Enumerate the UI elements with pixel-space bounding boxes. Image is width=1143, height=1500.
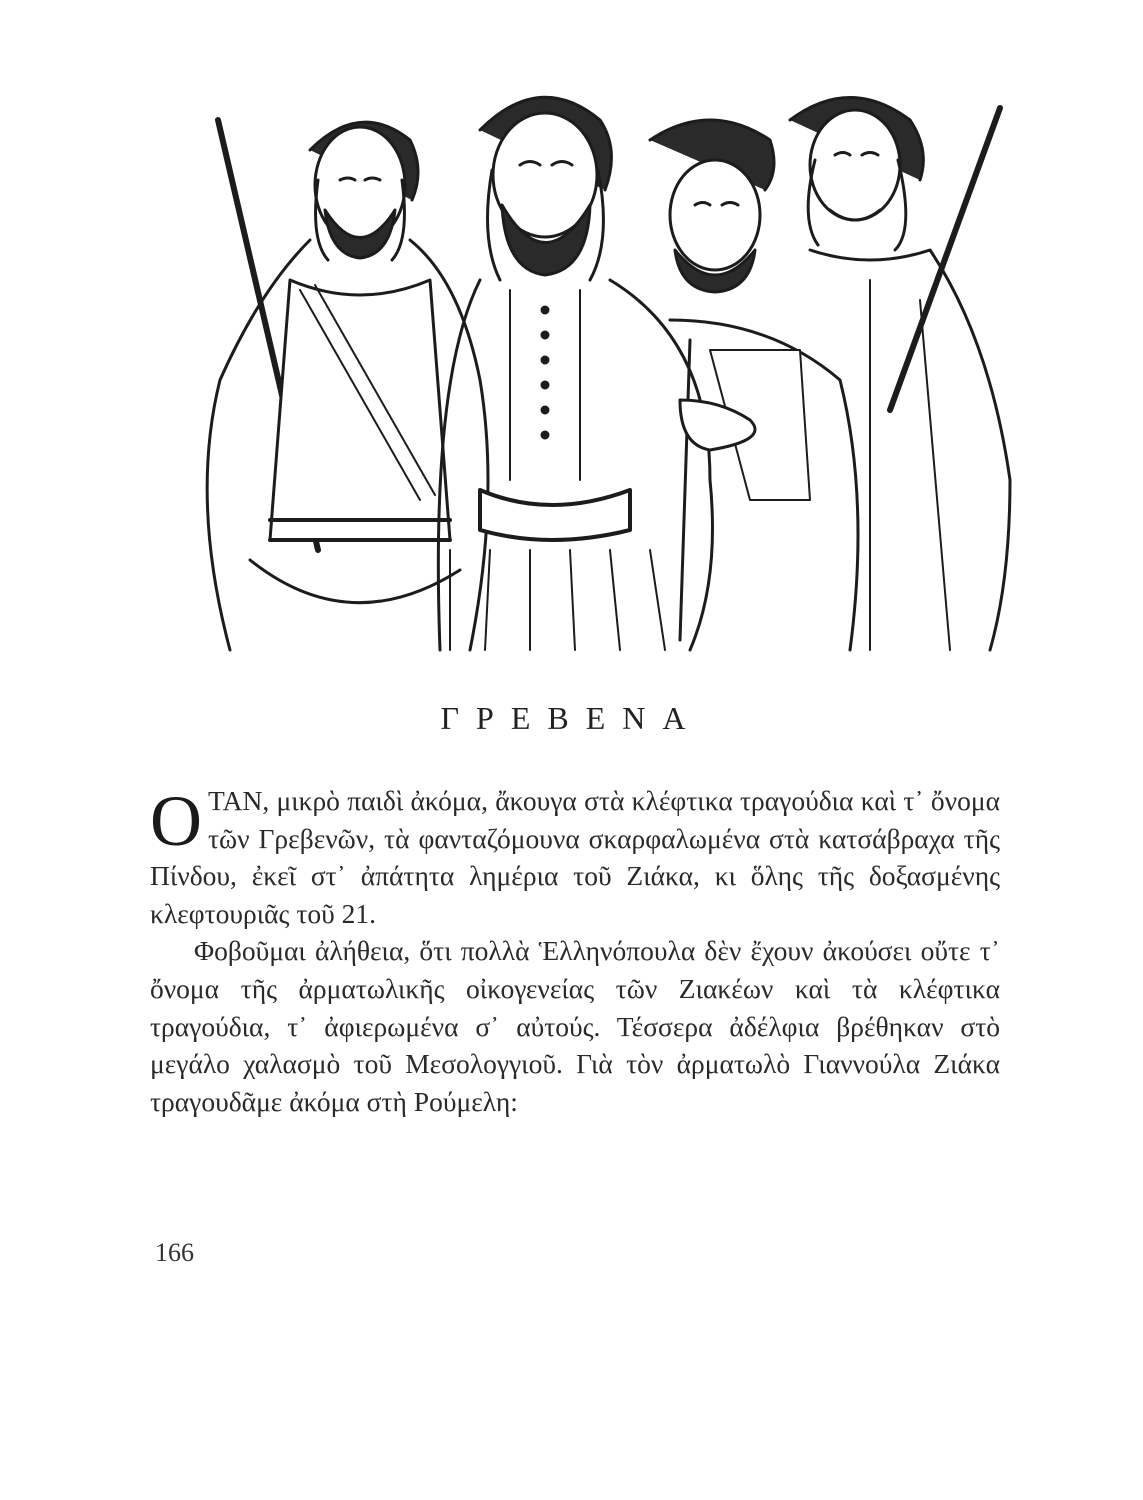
chapter-title: ΓΡΕΒΕΝΑ <box>440 700 703 736</box>
drop-cap: Ο <box>150 781 202 861</box>
body-text <box>150 782 1000 1120</box>
page-number: 166 <box>155 1238 194 1267</box>
four-klephts-woodcut-icon <box>150 80 1020 660</box>
klephts-illustration <box>150 80 1020 660</box>
paragraph-1-text: ΤΑΝ, μικρὸ παιδὶ ἀκόμα, ἄκουγα στὰ κλέφτικα τραγούδια καὶ τ᾿ ὄνομα τῶν Γρεβενῶν, τὰ φανταζόμουνα σκαρφαλωμένα στὰ κατσάβραχα τῆς Πίνδου, ἐκεῖ στ᾿ ἀπάτητα λημέρια τοῦ Ζιάκα, κι ὅλης τῆς δοξασμένης κλεφτουριᾶς τοῦ 21. <box>150 785 1000 929</box>
paragraph-2: Φοβοῦμαι ἀλήθεια, ὅτι πολλὰ Ἑλληνόπουλα δὲν ἔχουν ἀκούσει οὔτε τ᾿ ὄνομα τῆς ἀρματωλικῆς οἰκογενείας τῶν Ζιακέων καὶ τὰ κλέφτικα τραγούδια, τ᾿ ἀφιερωμένα σ᾿ αὐτούς. Τέσσερα ἀδέλφια βρέθηκαν στὸ μεγάλο χαλασμὸ τοῦ Μεσολογγιοῦ. Γιὰ τὸν ἀρματωλὸ Γιαννούλα Ζιάκα τραγουδᾶμε ἀκόμα στὴ Ρούμελη: <box>150 935 1000 1117</box>
paragraph-1 <box>150 782 1000 932</box>
